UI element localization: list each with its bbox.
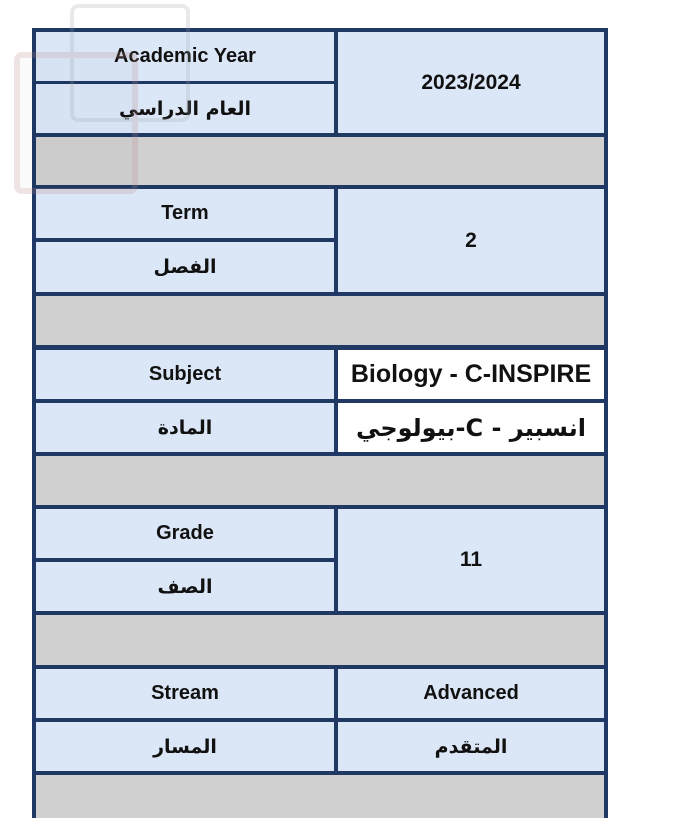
- spacer-row: [36, 456, 604, 505]
- subject-value: Biology - C-INSPIRE: [338, 350, 604, 399]
- stream-value-ar: المتقدم: [338, 722, 604, 771]
- info-table: [32, 28, 608, 818]
- academic-year-value: 2023/2024: [338, 32, 604, 133]
- spacer-row: [36, 296, 604, 345]
- stream-label: Stream: [36, 669, 334, 718]
- subject-label-ar: المادة: [36, 403, 334, 452]
- term-value: 2: [338, 189, 604, 292]
- term-label-ar: الفصل: [36, 242, 334, 292]
- spacer-row: [36, 775, 604, 818]
- grade-label: Grade: [36, 509, 334, 558]
- academic-year-label: Academic Year: [36, 32, 334, 81]
- spacer-row: [36, 615, 604, 665]
- subject-label: Subject: [36, 350, 334, 399]
- spacer-row: [36, 137, 604, 185]
- stream-label-ar: المسار: [36, 722, 334, 771]
- grade-value: 11: [338, 509, 604, 611]
- academic-year-label-ar: العام الدراسي: [36, 84, 334, 133]
- term-label: Term: [36, 189, 334, 238]
- grade-label-ar: الصف: [36, 562, 334, 611]
- subject-value-ar: بيولوجي-C - انسبير: [338, 403, 604, 452]
- stream-value: Advanced: [338, 669, 604, 718]
